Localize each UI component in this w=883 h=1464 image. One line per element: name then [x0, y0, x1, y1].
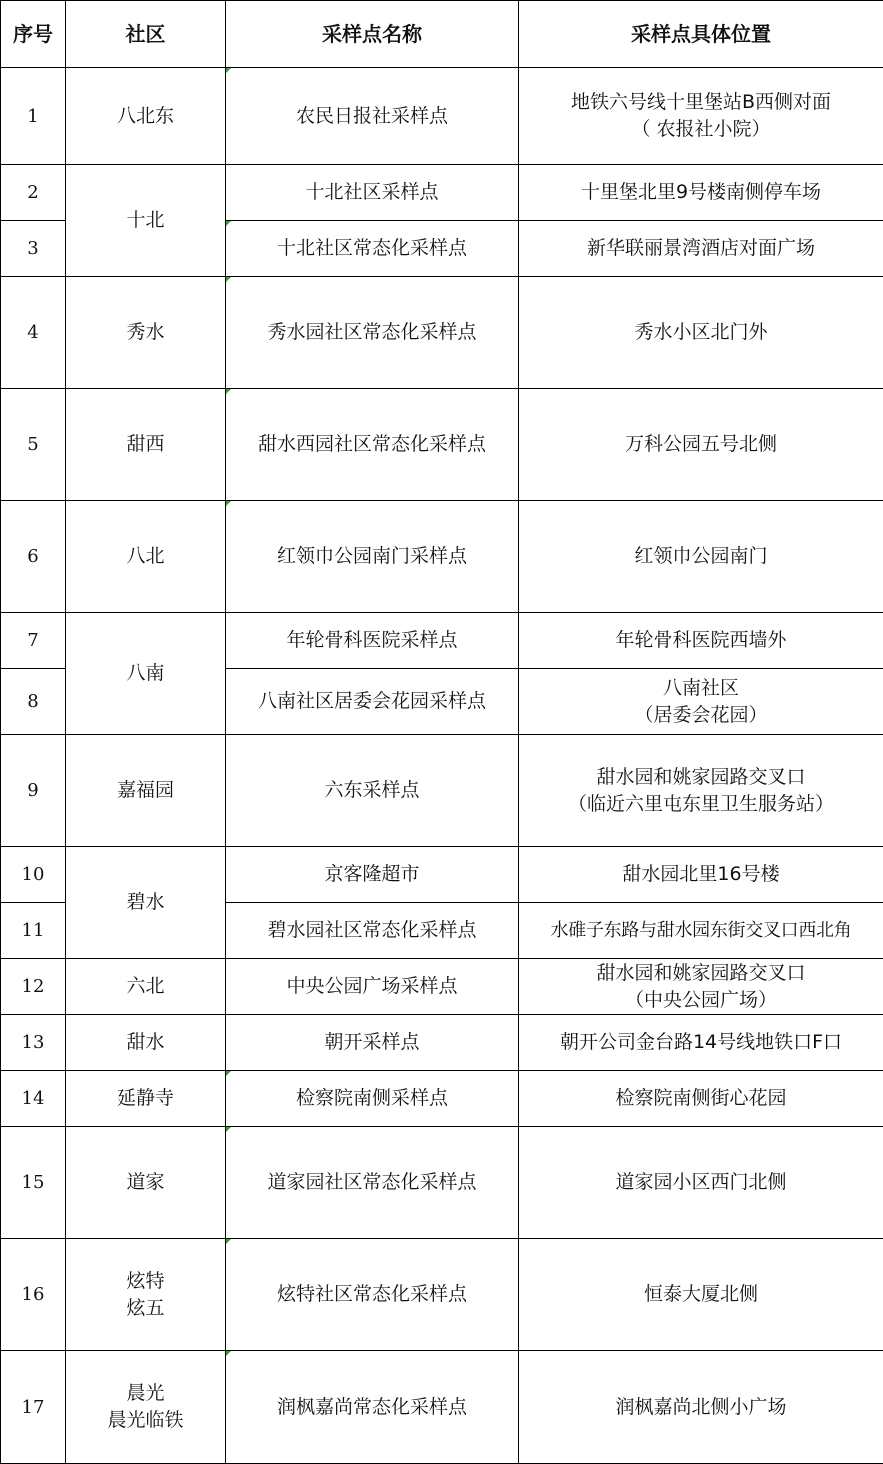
row-community: 嘉福园 [66, 735, 226, 847]
location-line: 甜水园和姚家园路交叉口 [521, 960, 881, 987]
row-seq: 13 [1, 1015, 66, 1071]
table-row [1, 735, 883, 847]
table-row [1, 1127, 883, 1239]
row-seq: 9 [1, 735, 66, 847]
row-site-name: 炫特社区常态化采样点 [226, 1239, 519, 1351]
row-site-name: 检察院南侧采样点 [226, 1071, 519, 1127]
row-site-name: 农民日报社采样点 [226, 68, 519, 165]
row-site-location: 检察院南侧街心花园 [519, 1071, 883, 1127]
table-row [1, 277, 883, 389]
row-site-location [519, 68, 883, 165]
row-site-location: 润枫嘉尚北侧小广场 [519, 1351, 883, 1464]
row-seq: 1 [1, 68, 66, 165]
row-site-name: 十北社区采样点 [226, 165, 519, 221]
row-seq: 14 [1, 1071, 66, 1127]
header-seq: 序号 [1, 1, 66, 68]
row-community: 十北 [66, 165, 226, 277]
row-site-name: 道家园社区常态化采样点 [226, 1127, 519, 1239]
row-site-name: 甜水西园社区常态化采样点 [226, 389, 519, 501]
row-seq: 12 [1, 959, 66, 1015]
table-row [1, 389, 883, 501]
row-site-name: 六东采样点 [226, 735, 519, 847]
row-seq: 17 [1, 1351, 66, 1464]
row-site-name: 八南社区居委会花园采样点 [226, 669, 519, 735]
row-site-name: 秀水园社区常态化采样点 [226, 277, 519, 389]
row-community: 甜水 [66, 1015, 226, 1071]
row-seq: 8 [1, 669, 66, 735]
table-row [1, 165, 883, 221]
row-community: 延静寺 [66, 1071, 226, 1127]
community-line: 炫五 [68, 1295, 223, 1322]
location-line: 甜水园和姚家园路交叉口 [521, 764, 881, 791]
row-site-location [519, 959, 883, 1015]
row-site-name: 年轮骨科医院采样点 [226, 613, 519, 669]
community-line: 晨光临铁 [68, 1407, 223, 1434]
row-community: 八北东 [66, 68, 226, 165]
table-row [1, 1071, 883, 1127]
row-site-location: 万科公园五号北侧 [519, 389, 883, 501]
table-row [1, 1239, 883, 1351]
table-row [1, 1351, 883, 1464]
header-community: 社区 [66, 1, 226, 68]
location-line: （中央公园广场） [521, 987, 881, 1014]
table-row [1, 1015, 883, 1071]
row-community: 六北 [66, 959, 226, 1015]
row-community: 秀水 [66, 277, 226, 389]
table-row [1, 959, 883, 1015]
community-line: 晨光 [68, 1380, 223, 1407]
row-site-name: 朝开采样点 [226, 1015, 519, 1071]
table-header-row [1, 1, 883, 68]
header-site-name: 采样点名称 [226, 1, 519, 68]
row-site-name: 碧水园社区常态化采样点 [226, 903, 519, 959]
row-seq: 10 [1, 847, 66, 903]
row-seq: 5 [1, 389, 66, 501]
row-community: 碧水 [66, 847, 226, 959]
row-community: 八北 [66, 501, 226, 613]
row-community [66, 1239, 226, 1351]
table-row [1, 847, 883, 903]
row-site-name: 润枫嘉尚常态化采样点 [226, 1351, 519, 1464]
table-row [1, 501, 883, 613]
row-site-location: 新华联丽景湾酒店对面广场 [519, 221, 883, 277]
location-line: （临近六里屯东里卫生服务站） [521, 791, 881, 818]
table-row [1, 613, 883, 669]
table-row [1, 68, 883, 165]
row-site-location: 道家园小区西门北侧 [519, 1127, 883, 1239]
row-community: 道家 [66, 1127, 226, 1239]
row-site-location: 朝开公司金台路14号线地铁口F口 [519, 1015, 883, 1071]
row-community [66, 1351, 226, 1464]
location-line: 地铁六号线十里堡站B西侧对面 [521, 89, 881, 116]
row-site-location: 恒泰大厦北侧 [519, 1239, 883, 1351]
row-site-location [519, 669, 883, 735]
row-seq: 11 [1, 903, 66, 959]
row-site-location [519, 735, 883, 847]
row-site-location: 水碓子东路与甜水园东街交叉口西北角 [519, 903, 883, 959]
row-site-name: 京客隆超市 [226, 847, 519, 903]
location-line: （居委会花园） [521, 702, 881, 729]
community-line: 炫特 [68, 1268, 223, 1295]
row-seq: 7 [1, 613, 66, 669]
location-line: （ 农报社小院） [521, 116, 881, 143]
row-site-name: 红领巾公园南门采样点 [226, 501, 519, 613]
row-seq: 4 [1, 277, 66, 389]
row-site-name: 十北社区常态化采样点 [226, 221, 519, 277]
row-site-name: 中央公园广场采样点 [226, 959, 519, 1015]
row-community: 八南 [66, 613, 226, 735]
header-site-location: 采样点具体位置 [519, 1, 883, 68]
row-seq: 15 [1, 1127, 66, 1239]
row-seq: 3 [1, 221, 66, 277]
location-line: 八南社区 [521, 675, 881, 702]
row-site-location: 秀水小区北门外 [519, 277, 883, 389]
row-seq: 2 [1, 165, 66, 221]
row-site-location: 年轮骨科医院西墙外 [519, 613, 883, 669]
row-site-location: 甜水园北里16号楼 [519, 847, 883, 903]
row-seq: 6 [1, 501, 66, 613]
row-community: 甜西 [66, 389, 226, 501]
row-site-location: 十里堡北里9号楼南侧停车场 [519, 165, 883, 221]
row-site-location: 红领巾公园南门 [519, 501, 883, 613]
row-seq: 16 [1, 1239, 66, 1351]
